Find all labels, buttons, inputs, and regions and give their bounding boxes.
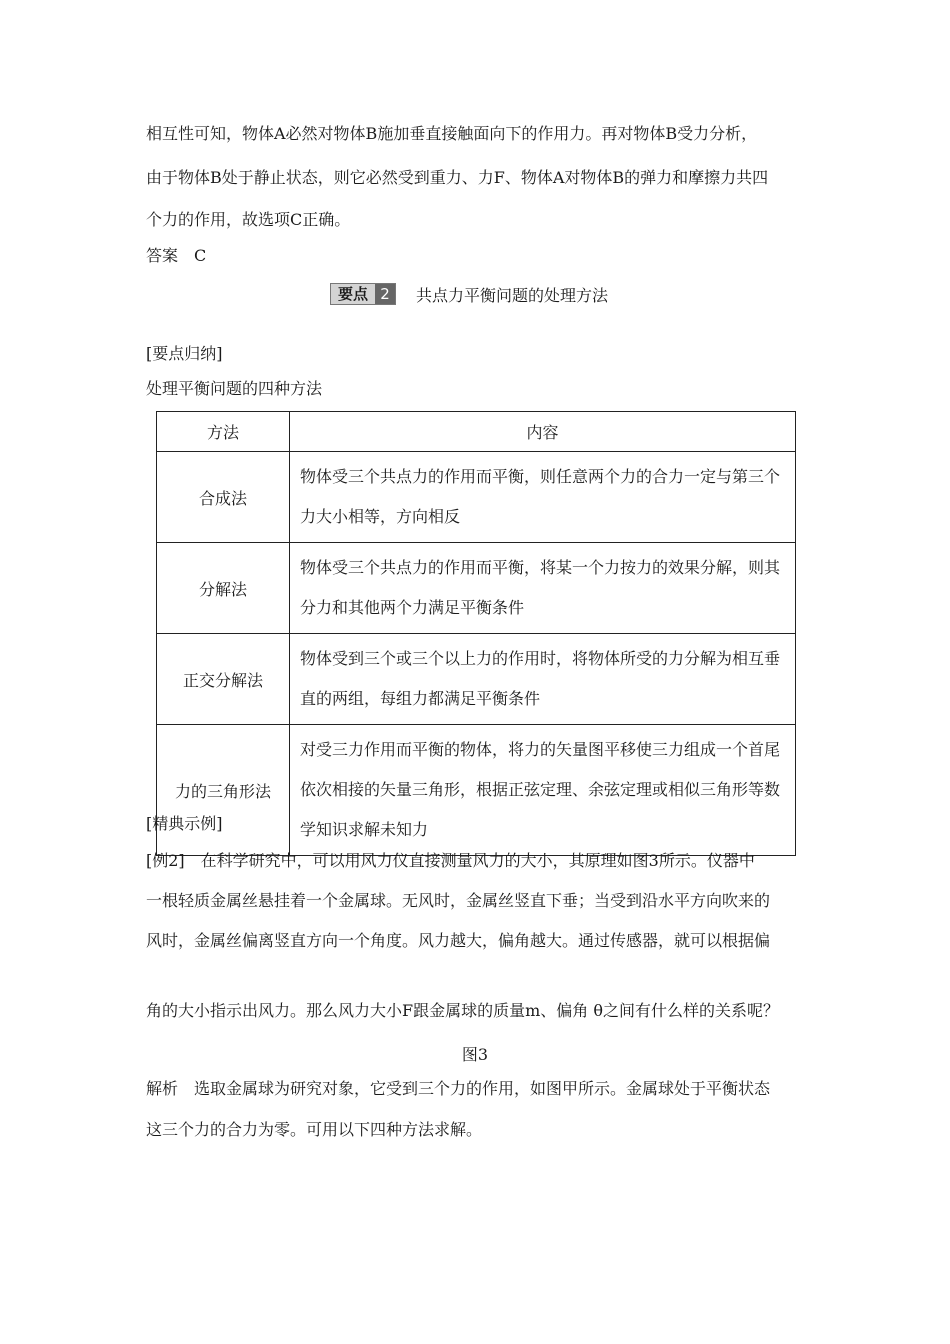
analysis-line-1: 解析 选取金属球为研究对象，它受到三个力的作用，如图甲所示。金属球处于平衡状态: [146, 1079, 771, 1098]
section-badge: [330, 283, 396, 305]
figure-caption: 图3: [461, 1045, 489, 1064]
section-heading: [330, 282, 608, 306]
section-badge-number: 2: [375, 284, 395, 304]
table-row: [157, 725, 796, 856]
section-title: 共点力平衡问题的处理方法: [416, 285, 609, 305]
summary-label: [要点归纳]: [146, 344, 223, 363]
intro-line-3: 个力的作用，故选项C正确。: [146, 210, 351, 229]
content-cell: 物体受三个共点力的作用而平衡，则任意两个力的合力一定与第三个力大小相等，方向相反: [290, 452, 796, 543]
table-row: [157, 452, 796, 543]
table-caption: 处理平衡问题的四种方法: [146, 379, 323, 398]
methods-table: [156, 411, 796, 856]
answer-line: 答案 C: [146, 246, 207, 265]
content-cell: 物体受三个共点力的作用而平衡，将某一个力按力的效果分解，则其分力和其他两个力满足平衡条件: [290, 543, 796, 634]
example-label: [精典示例]: [146, 814, 223, 833]
header-method: 方法: [157, 412, 290, 452]
analysis-line-2: 这三个力的合力为零。可用以下四种方法求解。: [146, 1120, 483, 1139]
table-header-row: [157, 412, 796, 452]
example-line-1: [例2] 在科学研究中，可以用风力仪直接测量风力的大小，其原理如图3所示。仪器中: [146, 851, 755, 870]
table-row: [157, 634, 796, 725]
method-cell: 合成法: [157, 452, 290, 543]
example-line-4: 角的大小指示出风力。那么风力大小F跟金属球的质量m、偏角 θ之间有什么样的关系呢？: [146, 1001, 779, 1020]
example-line-2: 一根轻质金属丝悬挂着一个金属球。无风时，金属丝竖直下垂；当受到沿水平方向吹来的: [146, 891, 771, 910]
content-cell: 对受三力作用而平衡的物体，将力的矢量图平移使三力组成一个首尾依次相接的矢量三角形，根据正弦定理、余弦定理或相似三角形等数学知识求解未知力: [290, 725, 796, 856]
table-row: [157, 543, 796, 634]
method-cell: 正交分解法: [157, 634, 290, 725]
section-badge-label: 要点: [331, 284, 375, 304]
example-line-3: 风时，金属丝偏离竖直方向一个角度。风力越大，偏角越大。通过传感器，就可以根据偏: [146, 931, 771, 950]
intro-line-2: 由于物体B处于静止状态，则它必然受到重力、力F、物体A对物体B的弹力和摩擦力共四: [146, 168, 769, 187]
method-cell: 力的三角形法: [157, 725, 290, 856]
header-content: 内容: [290, 412, 796, 452]
content-cell: 物体受到三个或三个以上力的作用时，将物体所受的力分解为相互垂直的两组，每组力都满足平衡条件: [290, 634, 796, 725]
intro-line-1: 相互性可知，物体A必然对物体B施加垂直接触面向下的作用力。再对物体B受力分析，: [146, 124, 758, 143]
method-cell: 分解法: [157, 543, 290, 634]
